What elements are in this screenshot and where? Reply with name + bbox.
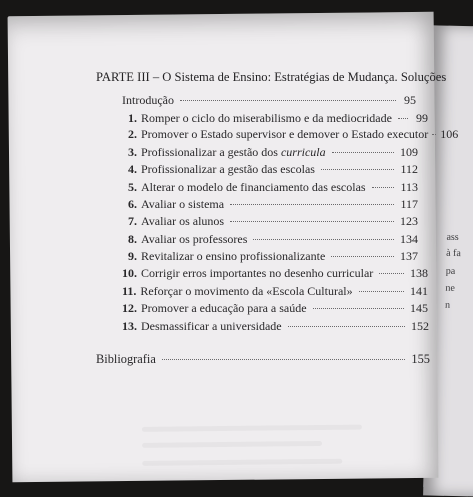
dot-leader [288, 326, 405, 327]
toc-entry-label: Profissionalizar a gestão das escolas [141, 162, 315, 176]
facing-text-fragment: ass [446, 231, 459, 244]
toc-entry-label: Profissionalizar a gestão dos [141, 145, 278, 159]
toc-entry-introduction [122, 93, 416, 108]
dot-leader [180, 100, 396, 101]
toc-entry-page: 145 [410, 301, 428, 315]
part-heading: PARTE III – O Sistema de Ensino: Estratégias de Mudança. Soluções [96, 70, 447, 84]
facing-text-fragment: à fa [446, 247, 461, 260]
dot-leader [230, 204, 394, 205]
toc-entry-label: Corrigir erros importantes no desenho curricular [141, 266, 374, 280]
toc-entry-page: 137 [400, 249, 418, 263]
dot-leader [359, 291, 404, 292]
toc-entry-number: 8. [128, 232, 137, 246]
toc-entry [128, 180, 418, 195]
toc-entry [122, 284, 428, 299]
dot-leader [398, 118, 408, 119]
toc-entry-label: Desmassificar a universidade [141, 319, 282, 333]
toc-entry-page: 123 [400, 214, 418, 228]
toc-entry-page: 113 [400, 180, 418, 194]
toc-entry [128, 214, 418, 229]
dot-leader [321, 169, 394, 170]
toc-entry-number: 11. [122, 284, 137, 298]
dot-leader [331, 256, 394, 257]
toc-entry-label: Revitalizar o ensino profissionalizante [141, 249, 326, 263]
dot-leader [230, 221, 394, 222]
toc-entry [128, 249, 418, 264]
toc-entry-number: 6. [128, 197, 137, 211]
toc-entry-page: 95 [404, 93, 416, 107]
toc-entry-label: Alterar o modelo de financiamento das escolas [141, 180, 366, 194]
toc-entry [122, 266, 428, 281]
toc-entry [128, 111, 428, 126]
toc-entry-label: Promover a educação para a saúde [141, 301, 307, 315]
toc-entry [128, 145, 418, 160]
facing-text-fragment: ne [445, 282, 455, 294]
toc-entry-number: 5. [128, 180, 137, 194]
toc-entry-label: Bibliografia [96, 352, 156, 366]
toc-entry-label: Avaliar os alunos [141, 214, 225, 228]
toc-entry-number: 10. [122, 266, 137, 280]
toc-entry-label: Introdução [122, 93, 174, 107]
toc-entry-page: 138 [410, 266, 428, 280]
facing-text-fragment: pa [445, 265, 456, 277]
toc-entry-number: 2. [128, 127, 137, 141]
toc-entry-label: Avaliar os professores [141, 232, 248, 246]
toc-entry-page: 106 [440, 127, 459, 141]
toc-entry-bibliography [96, 352, 430, 367]
dot-leader [332, 152, 394, 153]
toc-entry-page: 117 [400, 197, 418, 211]
toc-entry-page: 99 [415, 111, 428, 125]
toc-entry-label-italic: curricula [280, 145, 326, 159]
toc-entry [128, 127, 459, 142]
toc-entry [128, 162, 418, 177]
toc-entry [128, 232, 418, 247]
toc-entry-label: Romper o ciclo do miserabilismo e da mediocridade [141, 111, 392, 125]
toc-entry-number: 4. [128, 162, 137, 176]
toc-entry-page: 155 [411, 352, 430, 366]
dot-leader [432, 134, 436, 135]
toc-entry-number: 12. [122, 301, 137, 315]
toc-entry [122, 319, 429, 334]
toc-entry-number: 1. [128, 111, 137, 125]
toc-entry [122, 301, 428, 316]
dot-leader [372, 187, 395, 188]
toc-entry-page: 141 [410, 284, 428, 298]
toc-entry [128, 197, 418, 212]
dot-leader [253, 239, 394, 240]
toc-entry-label: Promover o Estado supervisor e demover o Estado executor [141, 127, 429, 141]
toc-entry-number: 3. [128, 145, 137, 159]
toc-entry-label: Reforçar o movimento da «Escola Cultural» [140, 284, 353, 298]
facing-text-fragment: n [444, 299, 451, 311]
toc-entry-page: 134 [400, 232, 418, 246]
dot-leader [379, 273, 404, 274]
toc-entry-page: 109 [400, 145, 418, 159]
toc-entry-number: 7. [128, 214, 137, 228]
toc-entry-page: 112 [400, 162, 418, 176]
dot-leader [313, 308, 404, 309]
dot-leader [162, 359, 406, 360]
toc-entry-label: Avaliar o sistema [141, 197, 225, 211]
toc-entry-number: 13. [122, 319, 137, 333]
toc-entry-number: 9. [128, 249, 137, 263]
toc-entry-page: 152 [411, 319, 429, 333]
